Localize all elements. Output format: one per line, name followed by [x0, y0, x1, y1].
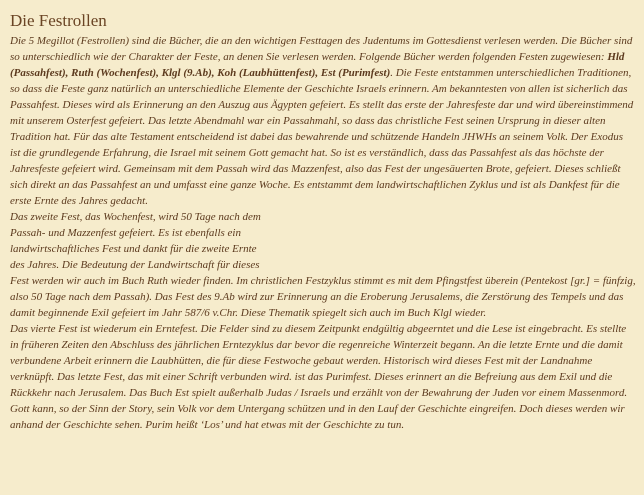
wochenfest-line-2: Passah- und Mazzenfest gefeiert. Es ist ebenfalls ein [10, 227, 241, 239]
book-assignments: Hld (Passahfest), Ruth (Wochenfest), Klgl (9.Ab), Koh (Laubhüttenfest), Est (Purimfest) [10, 51, 625, 79]
wochenfest-line-4: des Jahres. Die Bedeutung der Landwirtschaft für dieses [10, 259, 260, 271]
page-title: Die Festrollen [10, 11, 107, 30]
intro-text-start: Die 5 Megillot (Festrollen) sind die Bücher, die an den wichtigen Festtagen des Judentums im Gottesdienst verlesen werden. Die Bücher sind so unterschiedlich wie der Charakter der Feste, an denen Sie verlesen werden. Folgende Bücher werden folgenden Festen zugewiesen: [10, 35, 633, 63]
intro-text-end: . Die Feste entstammen unterschiedlichen Traditionen, so dass die Feste ganz natürlich an unterschiedliche Elemente der Geschichte Israels erinnern. Am bekanntesten von allen ist sicherlich das Passahfest. Dieses wird als Erinnerung an den Auszug aus Ägypten gefeiert. Es stellt das erste der Jahresfeste dar und wird übereinstimmend mit unserem Osterfest gefeiert. Das letzte Abendmahl war ein Passahmahl, so dass das christliche Fest seinen Ursprung in dieser alten Tradition hat. Für das alte Testament entscheidend ist dabei das bewahrende und schützende Handeln JHWHs an seinem Volk. Der Exodus ist die grundlegende Erfahrung, die Israel mit seinem Gott gemacht hat. So ist es verständlich, dass das Passahfest als das höchste der Jahresfeste gefeiert wird. Gemeinsam mit dem Passah wird das Mazzenfest, also das Fest der ungesäuerten Brote, gefeiert. Dieses schließt sich direkt an das Passahfest an und umfasst eine ganze Woche. Es entstammt dem landwirtschaftlichen Zyklus und ist als Dankfest für die erste Ernte des Jahres gedacht. [10, 67, 634, 207]
paragraph-wochenfest [10, 209, 636, 321]
paragraph-intro [10, 33, 636, 209]
wochenfest-line-1: Das zweite Fest, das Wochenfest, wird 50 Tage nach dem [10, 211, 261, 223]
paragraph-erntefest: Das vierte Fest ist wiederum ein Erntefest. Die Felder sind zu diesem Zeitpunkt endgültig abgeerntet und die Lese ist eingebracht. Es stellte in früheren Zeiten den Abschluss des jährlichen Erntezyklus dar bevor die regenreiche Winterzeit begann. An die letzte Ernte und die damit verbundene Arbeit erinnern die Laubhütten, die für diese Festwoche gebaut werden. Historisch wird dieses Fest mit der Landnahme verknüpft. Das letzte Fest, das mit einer Schrift verbunden wird. ist das Purimfest. Dieses erinnert an die Befreiung aus dem Exil und die Rückkehr nach Jerusalem. Das Buch Est spielt außerhalb Judas / Israels und erzählt von der Bewahrung der Juden vor einem Massenmord. Gott kann, so der Sinn der Story, sein Volk vor dem Untergang schützen und in den Lauf der Geschichte eingreifen. Doch dieses werden wir anhand der Geschichte sehen. Purim heißt ‘Los’ und hat etwas mit der Geschichte zu tun. [10, 323, 628, 431]
wochenfest-line-3: landwirtschaftliches Fest und dankt für die zweite Ernte [10, 243, 257, 255]
wochenfest-text: Fest werden wir auch im Buch Ruth wieder finden. Im christlichen Festzyklus stimmt es mit dem Pfingstfest überein (Pentekost [gr.] = fünfzig, also 50 Tage nach dem Passah). Das Fest des 9.Ab wird zur Erinnerung an die Eroberung Jerusalems, die Zerstörung des Tempels und das damit beginnende Exil gefeiert im Jahr 587/6 v.Chr. Diese Thematik spiegelt sich auch im Buch Klgl wieder. [10, 275, 636, 319]
